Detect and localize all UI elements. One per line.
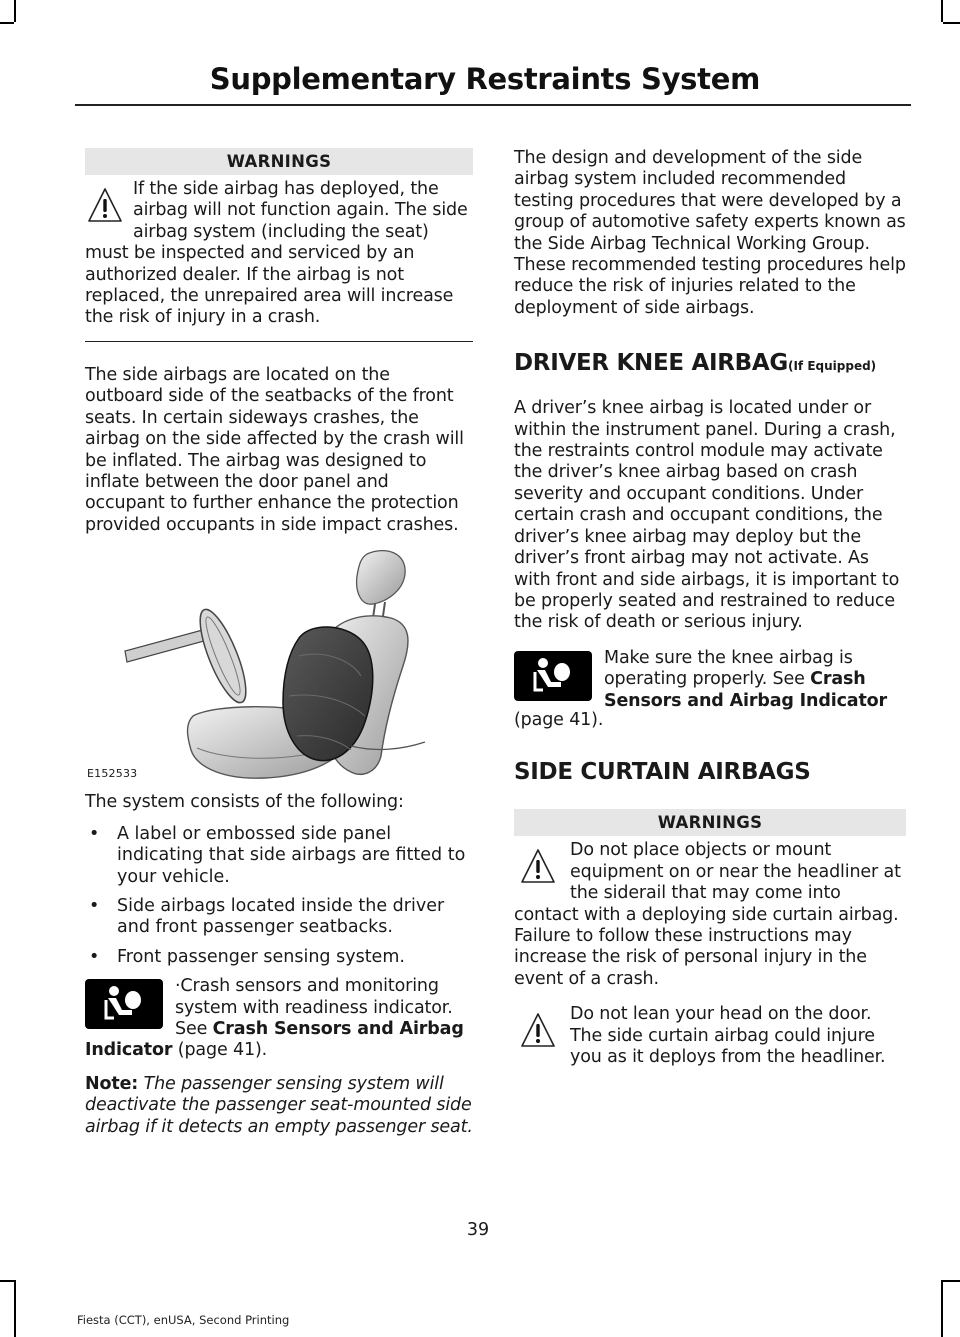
section-heading-text: DRIVER KNEE AIRBAG	[514, 350, 788, 377]
publication-footer: Fiesta (CCT), enUSA, Second Printing	[77, 1313, 290, 1327]
system-intro: The system consists of the following:	[85, 792, 404, 813]
seat-illustration-svg	[85, 546, 473, 786]
warning-triangle-icon	[520, 1010, 556, 1050]
crop-mark	[14, 0, 16, 22]
page-number: 39	[466, 1220, 490, 1240]
warning-text: Do not lean your head on the door. The side curtain airbag could injure you as it deploys from the headliner.	[570, 1004, 886, 1067]
figure-code: E152533	[87, 767, 138, 781]
crop-mark	[943, 1280, 960, 1282]
crop-mark	[0, 22, 14, 24]
warning-text: Do not place objects or mount equipment on or near the headliner at the siderail that may come into contact with a deploying side curtain airbag. Failure to follow these instructions may increase the risk of personal injury in the event of a crash.	[514, 840, 901, 989]
note-text: The passenger sensing system will deactivate the passenger seat-mounted side airbag if it detects an empty passenger seat.	[85, 1073, 473, 1137]
system-components-list	[85, 824, 473, 968]
section-heading-side-curtain: SIDE CURTAIN AIRBAGS	[514, 759, 811, 786]
knee-airbag-check-block	[514, 648, 906, 732]
warning-text: If the side airbag has deployed, the airbag will not function again. The side airbag system (including the seat) must be inspected and serviced by an authorized dealer. If the airbag is not replaced, the unrepaired area will increase the risk of injury in a crash.	[85, 179, 468, 328]
header-rule	[75, 104, 911, 106]
crash-sensor-sentence: ·Crash sensors and monitoring system with readiness indicator. See	[175, 976, 453, 1039]
list-item: • Front passenger sensing system.	[85, 947, 473, 968]
knee-check-sentence: Make sure the knee airbag is operating properly. See	[604, 647, 853, 690]
warning-triangle-icon	[520, 846, 556, 886]
page-title: Supplementary Restraints System	[209, 62, 760, 96]
knee-check-page: (page 41).	[514, 709, 604, 730]
crash-sensor-link[interactable]: Crash Sensors and Airbag Indicator	[85, 1018, 464, 1061]
crop-mark	[941, 0, 943, 22]
list-item: • Side airbags located inside the driver and front passenger seatbacks.	[85, 896, 473, 939]
paragraph: A driver’s knee airbag is located under or within the instrument panel. During a crash, the restraints control module may activate the driver’s knee airbag based on crash severity and occupant conditions. Under certain crash and occupant conditions, the driver’s knee airbag may deploy but the driver’s front airbag may not activate. As with front and side airbags, it is important to be properly seated and restrained to reduce the risk of death or serious injury.	[514, 398, 900, 633]
airbag-indicator-icon	[85, 979, 163, 1029]
paragraph: The side airbags are located on the outboard side of the seatbacks of the front seats. In certain sideways crashes, the airbag on the side affected by the crash will be inflated. The airbag was designed to inflate between the door panel and occupant to further enhance the protection provided occupants in side impact crashes.	[85, 365, 464, 535]
warning-block	[85, 179, 473, 329]
note-label: Note:	[85, 1073, 139, 1094]
warnings-heading: WARNINGS	[514, 809, 906, 836]
crop-mark	[0, 1280, 14, 1282]
note	[85, 1074, 473, 1138]
crop-mark	[941, 1280, 943, 1337]
paragraph: The design and development of the side airbag system included recommended testing procedures that were developed by a group of automotive safety experts known as the Side Airbag Technical Working Group. These recommended testing procedures help reduce the risk of injuries related to the deployment of side airbags.	[514, 148, 906, 318]
airbag-indicator-icon	[514, 651, 592, 701]
warning-block	[514, 1004, 906, 1068]
section-heading-suffix: (If Equipped)	[787, 359, 877, 374]
crop-mark	[943, 22, 960, 24]
warning-block	[514, 840, 906, 990]
crop-mark	[14, 1280, 16, 1337]
right-column	[514, 148, 906, 1068]
crash-sensor-page: (page 41).	[172, 1040, 268, 1061]
side-airbag-seat-illustration	[85, 546, 473, 786]
left-column	[85, 148, 473, 1138]
warning-triangle-icon	[87, 185, 123, 225]
list-item: • A label or embossed side panel indicating that side airbags are fitted to your vehicle.	[85, 824, 473, 888]
crash-sensor-block	[85, 976, 473, 1062]
warning-rule	[85, 341, 473, 342]
crash-sensor-link[interactable]: Crash Sensors and Airbag Indicator	[604, 669, 888, 711]
warnings-heading: WARNINGS	[85, 148, 473, 175]
section-heading-knee-airbag	[514, 350, 906, 376]
